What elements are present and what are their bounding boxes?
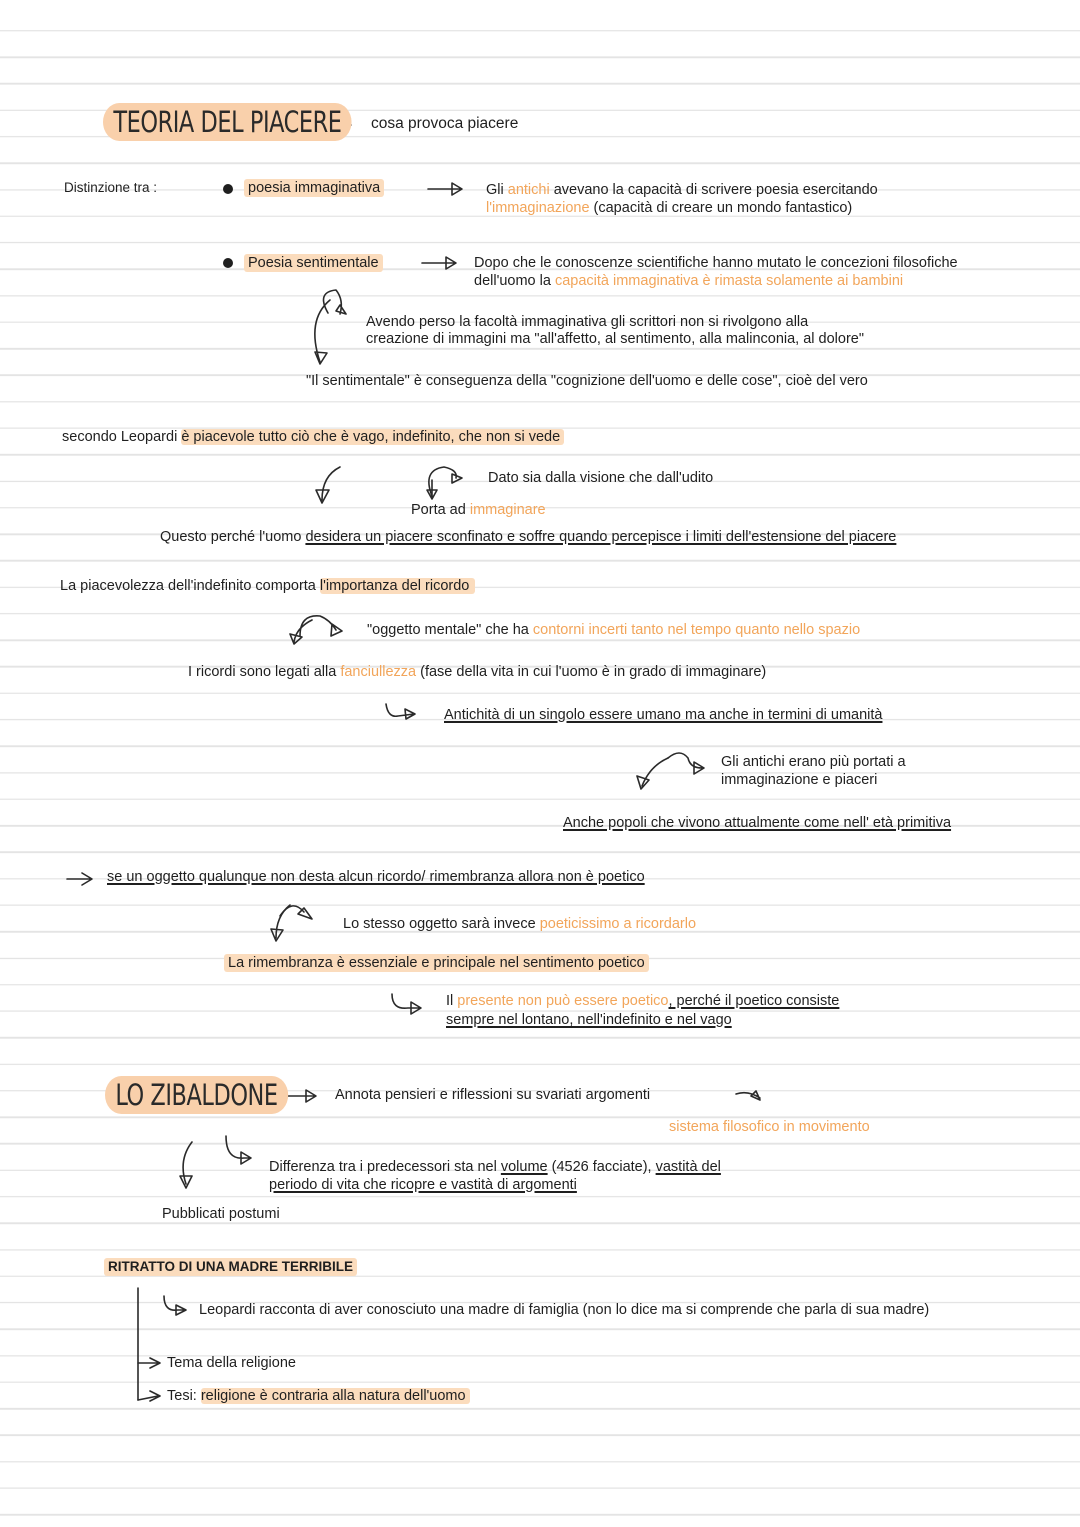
ricordo-line: La piacevolezza dell'indefinito comporta l'importanza del ricordo <box>60 577 475 595</box>
curved-arrow-icon <box>324 290 347 314</box>
curved-arrow-icon <box>226 1136 251 1164</box>
antichi-text-line1: Gli antichi erano più portati a <box>721 754 906 770</box>
section-title-zibaldone: LO ZIBALDONE <box>105 1076 288 1114</box>
curved-arrow-icon <box>164 1296 186 1315</box>
porta-text: Porta ad immaginare <box>411 502 546 518</box>
distinzione-label: Distinzione tra : <box>64 180 158 195</box>
scrittori-text-line1: Avendo perso la facoltà immaginativa gli scrittori non si rivolgono alla <box>366 314 809 330</box>
curved-arrow-icon <box>386 704 415 719</box>
poetico-main-text: se un oggetto qualunque non desta alcun ricordo/ rimembranza allora non è poetico <box>107 869 645 885</box>
curved-arrow-icon <box>637 758 668 789</box>
immaginativa-text-line2: l'immaginazione (capacità di creare un mondo fantastico) <box>486 200 853 216</box>
antichi-text-line2: immaginazione e piaceri <box>721 772 878 788</box>
curved-arrow-icon <box>668 753 704 774</box>
conseguenza-text: "Il sentimentale" è conseguenza della "cognizione dell'uomo e delle cose", cioè del vero <box>306 373 868 389</box>
arrow-icon <box>422 257 456 269</box>
fanciullezza-text: I ricordi sono legati alla fanciullezza (fase della vita in cui l'uomo è in grado di immaginare) <box>188 664 767 680</box>
sistema-text: sistema filosofico in movimento <box>669 1119 870 1135</box>
curved-arrow-icon <box>315 300 330 364</box>
subtitle: cosa provoca piacere <box>371 115 519 132</box>
immaginativa-label: poesia immaginativa <box>244 179 384 197</box>
presente-text-line2: sempre nel lontano, nell'indefinito e nel vago <box>446 1012 732 1028</box>
madre-title: RITRATTO DI UNA MADRE TERRIBILE <box>104 1258 357 1276</box>
curved-arrow-icon <box>280 906 312 919</box>
arrow-icon <box>428 183 462 195</box>
scrittori-text-line2: creazione di immagini ma "all'affetto, al sentimento, alla malinconia, al dolore" <box>366 331 864 347</box>
racconta-text: Leopardi racconta di aver conosciuto una madre di famiglia (non lo dice ma si comprende che parla di sua madre) <box>199 1302 930 1318</box>
curved-arrow-icon <box>316 467 340 503</box>
rimembranza-text: La rimembranza è essenziale e principale nel sentimento poetico <box>224 954 649 972</box>
sentimentale-label: Poesia sentimentale <box>244 254 383 272</box>
bullet-icon <box>223 184 233 194</box>
sentimentale-text-line2: dell'uomo la capacità immaginativa è rimasta solamente ai bambini <box>474 273 904 289</box>
curved-arrow-icon <box>180 1142 192 1188</box>
curved-arrow-icon <box>427 480 437 499</box>
tema-text: Tema della religione <box>167 1355 296 1371</box>
arrow-icon <box>138 1391 160 1401</box>
curved-arrow-icon <box>290 620 312 644</box>
vago-line: secondo Leopardi è piacevole tutto ciò che è vago, indefinito, che non si vede <box>62 428 564 446</box>
annota-text: Annota pensieri e riflessioni su svariati argomenti <box>335 1087 651 1103</box>
popoli-text: Anche popoli che vivono attualmente come nell' età primitiva <box>563 815 952 831</box>
bullet-icon <box>223 258 233 268</box>
curved-arrow-icon <box>300 616 342 636</box>
curved-arrow-icon <box>429 467 462 496</box>
dato-text: Dato sia dalla visione che dall'udito <box>488 470 714 486</box>
oggetto-text: "oggetto mentale" che ha contorni incerti tanto nel tempo quanto nello spazio <box>367 622 861 638</box>
tesi-text: Tesi: religione è contraria alla natura dell'uomo <box>167 1387 470 1405</box>
curved-arrow-icon <box>392 994 421 1014</box>
arrow-icon <box>138 1358 160 1368</box>
questo-text: Questo perché l'uomo desidera un piacere sconfinato e soffre quando percepisce i limiti dell'estensione del piacere <box>160 529 897 545</box>
stesso-text: Lo stesso oggetto sarà invece poeticissimo a ricordarlo <box>343 916 697 932</box>
sentimentale-text-line1: Dopo che le conoscenze scientifiche hanno mutato le concezioni filosofiche <box>474 255 958 271</box>
presente-text-line1: Il presente non può essere poetico, perché il poetico consiste <box>446 993 840 1009</box>
antichita-text: Antichità di un singolo essere umano ma anche in termini di umanità <box>444 707 883 723</box>
section-title-teoria: TEORIA DEL PIACERE <box>103 103 352 141</box>
arrow-icon <box>67 873 92 885</box>
curved-arrow-icon <box>271 905 290 941</box>
differenza-text-line2: periodo di vita che ricopre e vastità di argomenti <box>269 1177 577 1193</box>
arrow-icon <box>736 1091 760 1100</box>
immaginativa-text-line1: Gli antichi avevano la capacità di scrivere poesia esercitando <box>486 182 878 198</box>
postumi-text: Pubblicati postumi <box>162 1206 280 1222</box>
differenza-text-line1: Differenza tra i predecessori sta nel volume (4526 facciate), vastità del <box>269 1159 721 1175</box>
